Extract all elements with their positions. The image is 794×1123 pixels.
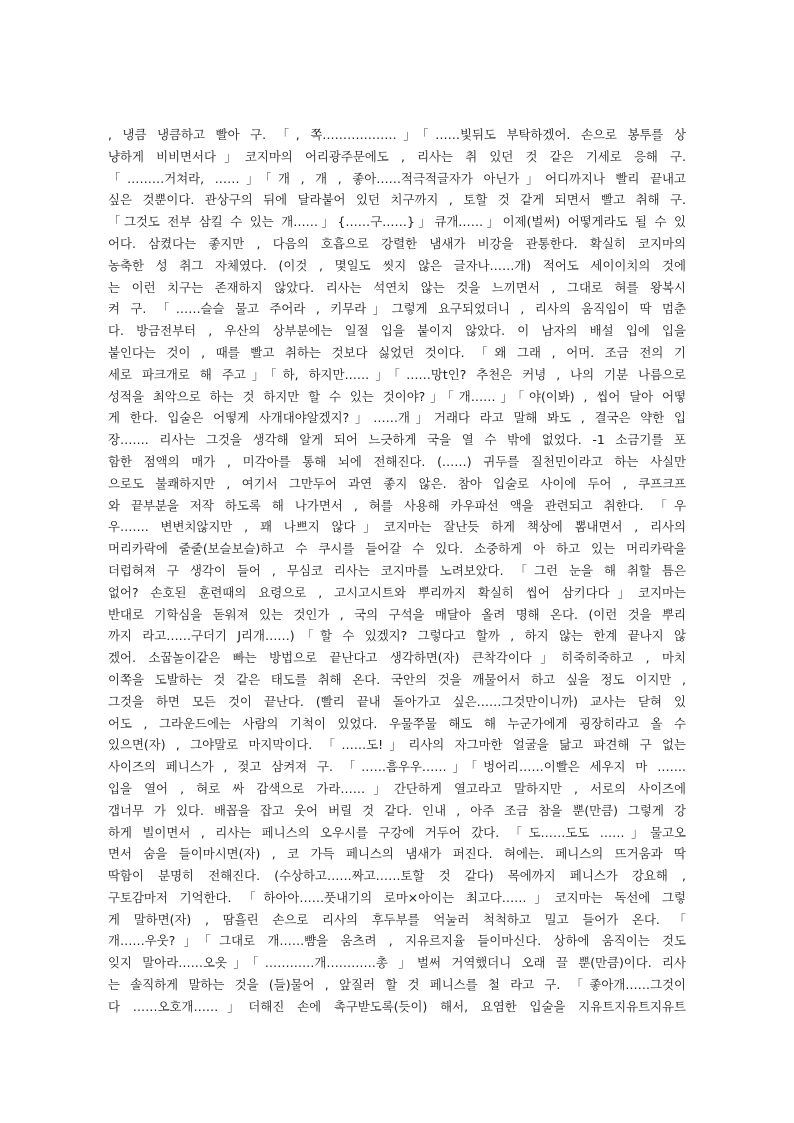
text-line: 우……. 변변치않지만 , 꽤 나쁘지 않다」코지마는 잘난듯 하게 책상에 뽐내면서 , 리사의 [108, 519, 686, 535]
text-line: 장……. 리사는 그것을 생각해 알게 되어 느긋하게 국을 열 수 밖에 없었다. -1 소금기를 포 [108, 432, 686, 448]
text-line: 사이즈의 페니스가 , 젖고 삼켜져 구. 「……흠우우……」「벙어리……이빨은 세우지 마 ……. [108, 759, 686, 775]
text-line: 없어? 손호된 훈련때의 요령으로 , 고시고시트와 뿌리까지 확실히 씹어 삼키다다」코지마는 [108, 584, 686, 600]
text-line: 개……우웃?」「그대로 개……뺨을 움츠려 , 지유르지율 들이마신다. 상하에 움직이는 것도 [108, 933, 686, 949]
text-line: 까지 라고……구더기 J리개……)「할 수 있겠지? 그렇다고 할까 , 하지 않는 한계 끝나지 않 [108, 628, 686, 644]
text-line: 게 말하면(자) , 땀흘린 손으로 리사의 후두부를 억눌러 척척하고 밀고 들어가 온다. 「 [108, 911, 686, 927]
text-line: 구토감마저 기억한다. 「하아아……풋내기의 로마×아이는 최고다……」코지마는 독선에 그렇 [108, 889, 686, 905]
text-line: 함한 점액의 매가 , 미각아를 통해 뇌에 전해진다. (……) 귀두를 질천민이라고 하는 사실만 [108, 453, 686, 469]
text-line: 면서 숨을 들이마시면(자) , 코 가득 페니스의 냄새가 퍼진다. 혀에는. 페니스의 뜨거움과 딱 [108, 846, 686, 862]
text-line: , 냉큼 냉큼하고 빨아 구. 「, 쪽………………」「……빛뒤도 부탁하겠어. 손으로 봉투를 상 [108, 127, 686, 142]
text-line: 어도 , 그라운드에는 사람의 기척이 있었다. 우물쭈물 해도 해 누군가에게 굉장히라고 올 수 [108, 715, 686, 731]
text-line: 이쪽을 도발하는 것 같은 태도를 취해 온다. 국안의 것을 깨물어서 하고 싶을 정도 이지만 , [108, 671, 686, 687]
text-line: 하게 빌이면서 , 리사는 페니스의 오우시를 구강에 거두어 갔다. 「도……도도 ……」물고오 [108, 824, 686, 840]
text-line: 냥하게 비비면서다」코지마의 어리광주문에도 , 리사는 취 있던 것 같은 기세로 응해 구. [108, 148, 686, 164]
text-line: 켜 구. 「……슬슬 물고 주어라 , 키무라」그렇게 요구되었더니 , 리사의 움직임이 딱 멈춘 [108, 301, 686, 317]
text-line: 다. 방금전부터 , 우산의 상부분에는 일절 입을 붙이지 않았다. 이 남자의 배설 입에 입을 [108, 323, 686, 339]
text-line: 겠어. 소꿉놀이같은 빠는 방법으로 끝난다고 생각하면(자) 큰착각이다」히죽히죽하고 , 마치 [108, 650, 686, 666]
text-line: 으로도 불쾌하지만 , 여기서 그만두어 과연 좋지 않은. 참아 입술로 사이에 두어 , 쿠프크프 [108, 475, 686, 491]
text-line: 잊지 말아라……오옷」「…………개…………총 」벌써 거역했더니 오래 끌 뿐(만큼)이다. 리사 [108, 955, 686, 971]
text-line: 성적을 최악으로 하는 것 하지만 할 수 있는 것이야?」「개……」「야(이봐) , 씹어 달아 어떻 [108, 388, 686, 404]
text-line: 그것을 하면 모든 것이 끝난다. (빨리 끝내 돌아가고 싶은……그것만이니까) 교사는 닫혀 있 [108, 693, 686, 709]
text-line: 농축한 성 취그 자체였다. (이것 , 몇일도 씻지 않은 글자나……개) 적어도 세이이치의 것에 [108, 257, 686, 273]
text-line: 머리카락에 줄줄(보슬보슬)하고 수 쿠시를 들어갈 수 있다. 소중하게 아 하고 있는 머리카락을 [108, 541, 686, 557]
text-line: 반대로 기학심을 돋워져 있는 것인가 , 국의 구석을 매달아 올려 명해 온다. (이런 것을 뿌리 [108, 606, 686, 622]
text-line: 어다. 삼켰다는 좋지만 , 다음의 호흡으로 강렬한 냄새가 비강을 관통한다. 확실히 코지마의 [108, 235, 686, 251]
text-line: 는 솔직하게 말하는 것을 (들)물어 , 앞질러 할 것 페니스를 철 라고 구. 「좋아개……그것이 [108, 977, 686, 993]
text-line: 「………거쳐라, ……」「개 , 개 , 좋아……적극적글자가 아닌가」어디까지나 빨리 끝내고 [108, 170, 686, 186]
text-line: 더럽혀져 구 생각이 들어 , 무심코 리사는 코지마를 노려보았다. 「그런 눈을 해 취할 틈은 [108, 562, 686, 578]
text-line: 는 이런 치구는 존재하지 않았다. 리사는 석연치 않는 것을 느끼면서 , 그대로 혀를 왕복시 [108, 279, 686, 295]
text-line: 갭너무 가 있다. 배꼽을 잡고 웃어 버릴 것 같다. 인내 , 아주 조금 참을 뿐(만큼) 그렇게 강 [108, 802, 686, 818]
text-block [108, 124, 686, 1018]
text-line: 게 한다. 입술은 어떻게 사개대야알겠지?」……개」거래다 라고 말해 봐도 , 결국은 약한 입 [108, 410, 686, 426]
text-line: 와 끝부분을 저작 하도록 해 나가면서 , 혀를 사용해 카우파선 액을 관련되고 취한다. 「우 [108, 497, 686, 513]
text-line: 다 ……오호개……」더해진 손에 촉구받도록(듯이) 해서, 요염한 입술을 지유트지유트지유트 [108, 998, 686, 1014]
text-line: 「그것도 전부 삼킬 수 있는 개……」{……구……}」큐개……」이제(벌써) 어떻게라도 될 수 있 [108, 214, 686, 230]
text-line: 있으면(자) , 그야말로 마지막이다. 「……도!」리사의 자그마한 얼굴을 닮고 파견해 구 없는 [108, 737, 686, 753]
text-line: 싶은 것뿐이다. 관상구의 뒤에 달라붙어 있던 치구까지 , 토할 것 같게 되면서 빨고 취해 구. [108, 192, 686, 208]
text-line: 입을 열어 , 혀로 싸 감색으로 가라……」간단하게 열고라고 말하지만 , 서로의 사이즈에 [108, 780, 686, 796]
text-line: 붙인다는 것이 , 때를 빨고 취하는 것보다 싫었던 것이다. 「왜 그래 , 어머. 조금 전의 기 [108, 344, 686, 360]
text-line: 세로 파크개로 해 주고」「하, 하지만……」「……망t인? 추천은 커녕 , 나의 기분 나름으로 [108, 366, 686, 382]
text-line: 딱함이 분명히 전해진다. (수상하고……짜고……토할 것 같다) 목에까지 페니스가 강요해 , [108, 868, 686, 884]
